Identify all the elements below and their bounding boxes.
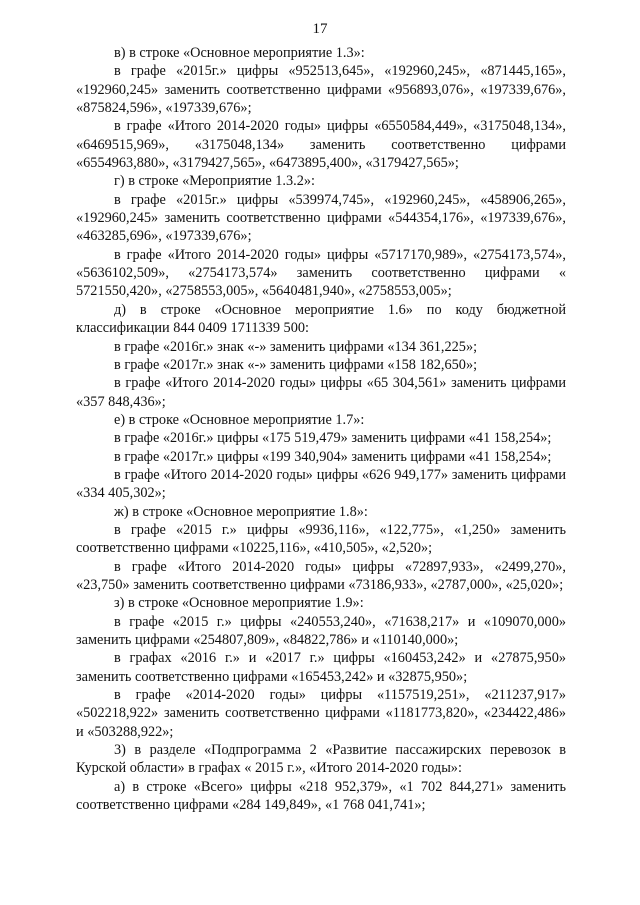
paragraph-v-heading: в) в строке «Основное мероприятие 1.3»: [114,45,365,61]
paragraph: в графе «2015г.» цифры «539974,745», «192960,245», «458906,265», «192960,245» заменить соответственно цифрами «544354,176», «197339,676», «463285,696», «197339,676»; [76,191,566,245]
paragraph: в графе «Итого 2014-2020 годы» цифры «6550584,449», «3175048,134», «6469515,969», «3175048,134» заменить соответственно цифрами «6554963,880», «3179427,565», «6473895,400», «3179427,565»; [76,118,566,172]
paragraph: в графе «2016г.» цифры «175 519,479» заменить цифрами «41 158,254»; [114,430,552,447]
paragraph: в графе «Итого 2014-2020 годы» цифры «65 304,561» заменить цифрами «357 848,436»; [76,375,566,410]
paragraph: в графе «2015 г.» цифры «240553,240», «71638,217» и «109070,000» заменить цифрами «254807,809», «84822,786» и «110140,000»; [76,613,566,648]
paragraph-z-heading: з) в строке «Основное мероприятие 1.9»: [114,595,364,612]
paragraph: в графе «Итого 2014-2020 годы» цифры «626 949,177» заменить цифрами «334 405,302»; [76,466,566,502]
section-3-heading: 3) в разделе «Подпрограмма 2 «Развитие пассажирских перевозок в Курской области» в графах « 2015 г.», «Итого 2014-2020 годы»: [76,742,566,777]
paragraph: в графе «2017г.» знак «-» заменить цифрами «158 182,650»; [114,356,478,373]
paragraph: в графе «Итого 2014-2020 годы» цифры «72897,933», «2499,270», «23,750» заменить соответственно цифрами «73186,933», «2787,000», «25,020»; [76,558,566,593]
document-body [76,44,566,814]
paragraph-d-heading: д) в строке «Основное мероприятие 1.6» по коду бюджетной классификации 844 0409 1711339 500: [76,301,566,337]
paragraph-zh-heading: ж) в строке «Основное мероприятие 1.8»: [114,503,368,520]
paragraph: а) в строке «Всего» цифры «218 952,379», «1 702 844,271» заменить соответственно цифрами «284 149,849», «1 768 041,741»; [76,778,566,814]
paragraph: в графе «2017г.» цифры «199 340,904» заменить цифрами «41 158,254»; [114,448,552,465]
paragraph: в графах «2016 г.» и «2017 г.» цифры «160453,242» и «27875,950» заменить соответственно цифрами «165453,242» и «32875,950»; [76,650,566,685]
paragraph-g-heading: г) в строке «Мероприятие 1.3.2»: [114,173,315,190]
page-number: 17 [312,21,328,37]
paragraph-e-heading: е) в строке «Основное мероприятие 1.7»: [114,411,365,428]
paragraph: в графе «Итого 2014-2020 годы» цифры «5717170,989», «2754173,574», «5636102,509», «2754173,574» заменить соответственно цифрами « 5721550,420», «2758553,005», «5640481,940», «2758553,005»; [76,246,566,300]
paragraph: в графе «2015 г.» цифры «9936,116», «122,775», «1,250» заменить соответственно цифрами «10225,116», «410,505», «2,520»; [76,521,566,557]
paragraph: в графе «2015г.» цифры «952513,645», «192960,245», «871445,165», «192960,245» заменить соответственно цифрами «956893,076», «197339,676», «875824,596», «197339,676»; [76,63,566,117]
paragraph: в графе «2014-2020 годы» цифры «1157519,251», «211237,917» «502218,922» заменить соответственно цифрами «1181773,820», «234422,486» и «503288,922»; [76,687,566,740]
paragraph: в графе «2016г.» знак «-» заменить цифрами «134 361,225»; [114,338,478,355]
